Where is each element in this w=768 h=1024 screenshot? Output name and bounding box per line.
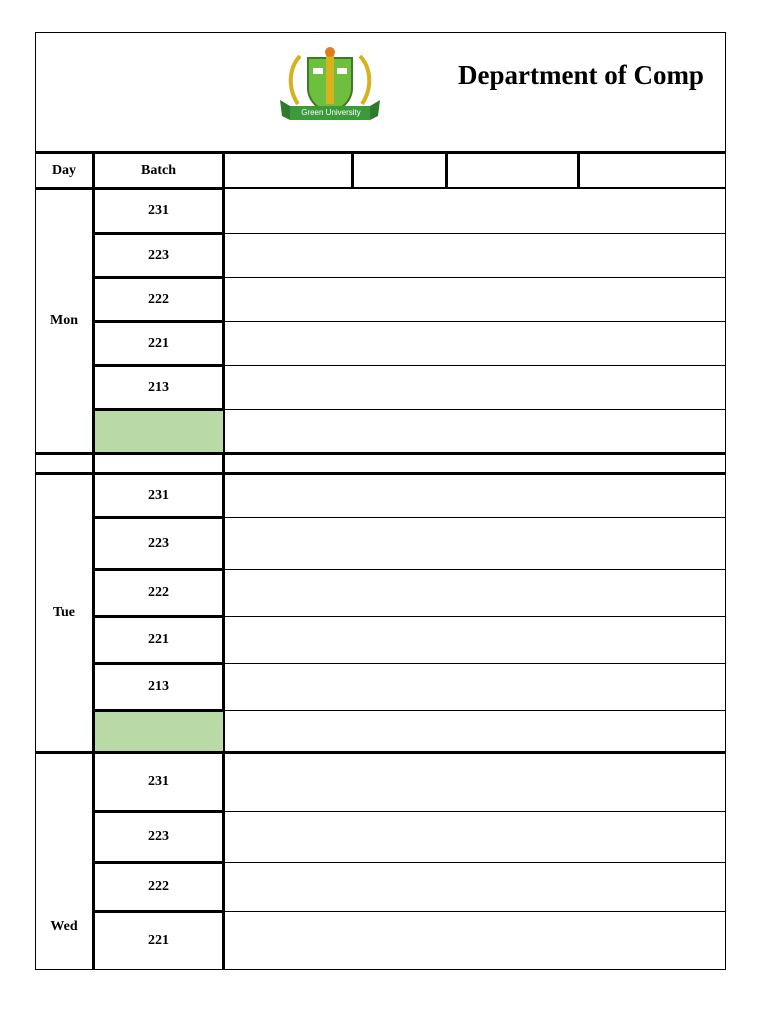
batch-cell — [95, 411, 222, 452]
row-line — [224, 911, 726, 912]
row-line — [224, 277, 726, 278]
border-right — [725, 32, 726, 970]
batch-cell: 223 — [148, 829, 169, 844]
day-separator — [35, 452, 726, 455]
row-line — [224, 616, 726, 617]
header-day: Day — [51, 162, 77, 178]
row-line — [224, 409, 726, 410]
batch-cell: 221 — [148, 632, 169, 647]
row-line — [224, 862, 726, 863]
page-title: Department of Comp — [458, 60, 704, 90]
row-line — [224, 517, 726, 518]
row-line — [224, 811, 726, 812]
row-line — [224, 321, 726, 322]
batch-schedule-separator — [222, 152, 225, 970]
batch-cell: 221 — [148, 933, 169, 948]
batch-cell: 213 — [148, 379, 169, 395]
header-batch: Batch — [141, 162, 176, 178]
row-line — [224, 710, 726, 711]
batch-cell: 231 — [148, 203, 169, 218]
header-col-sep-3 — [577, 152, 580, 189]
batch-cell: 231 — [148, 487, 169, 503]
header-bottom-line-rest — [224, 187, 726, 189]
batch-cell — [95, 712, 222, 751]
batch-cell: 222 — [148, 585, 169, 600]
day-label-wed: Wed — [50, 919, 78, 934]
header-col-sep-2 — [445, 152, 448, 189]
batch-cell: 222 — [148, 879, 169, 894]
logo-caption: Green University — [301, 108, 361, 117]
header-col-sep-1 — [351, 152, 354, 189]
row-line — [224, 663, 726, 664]
batch-cell: 223 — [148, 247, 169, 263]
batch-cell: 222 — [148, 291, 169, 307]
border-bottom — [35, 969, 726, 970]
batch-cell: 231 — [148, 774, 169, 789]
batch-cell: 213 — [148, 679, 169, 694]
batch-cell: 223 — [148, 535, 169, 551]
header-bottom-line-day — [35, 187, 93, 190]
day-label-tue: Tue — [52, 605, 76, 620]
border-top — [35, 32, 726, 33]
row-line — [224, 233, 726, 234]
day-label-mon: Mon — [50, 313, 78, 328]
batch-cell: 221 — [148, 335, 169, 351]
row-line — [224, 569, 726, 570]
row-line — [224, 365, 726, 366]
